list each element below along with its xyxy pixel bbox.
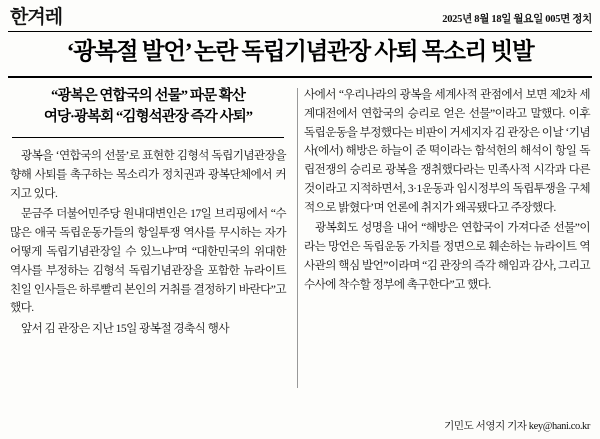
subheadline-divider	[12, 137, 284, 138]
issue-date-page: 2025년 8월 18일 월요일 005면 정치	[442, 13, 592, 25]
paragraph: 사에서 “우리나라의 광복을 세계사적 관점에서 보면 제2차 세계대전에서 연합국의 승리로 얻은 선물”이라고 말했다. 이후 독립운동을 부정했다는 비판이 거세지자 김 관장은 이날 ‘기념사(에서) 해방은 하늘이 준 떡이라는 함석헌의 해석이 항일 독립전쟁의 승리로 광복을 쟁취했다라는 민족사적 시각과 다른 것이라고 지적하면서, 3·1운동과 임시정부의 독립투쟁을 구체적으로 밝혔다’며 언론에 취지가 왜곡됐다고 주장했다.	[304, 88, 590, 214]
headline-block	[0, 32, 600, 70]
article-body	[0, 78, 600, 341]
byline: 기민도 서영지 기자 key@hani.co.kr	[444, 421, 590, 432]
paragraph: 문금주 더불어민주당 원내대변인은 17일 브리핑에서 “수많은 애국 독립운동가들의 항일투쟁 역사를 무시하는 자가 어떻게 독립기념관장일 수 있느냐”며 “대한민국의 위대한 역사를 부정하는 김형석 독립기념관장을 포함한 뉴라이트 친일 인사들은 하루빨리 본인의 거취를 결정하기 바란다”고 했다.	[10, 207, 286, 315]
column-divider	[297, 88, 298, 388]
paragraph: 광복회도 성명을 내어 “해방은 연합국이 가져다준 선물”이라는 망언은 독립운동 가치를 정면으로 훼손하는 뉴라이트 역사관의 핵심 발언”이라며 “김 관장의 즉각 해임과 감사, 그리고 수사에 착수할 정부에 촉구한다”고 했다.	[304, 221, 590, 291]
masthead	[0, 0, 600, 30]
article-column-left	[0, 78, 295, 341]
paragraph: 광복을 ‘연합국의 선물’로 표현한 김형석 독립기념관장을 향해 사퇴를 촉구하는 목소리가 정치권과 광복단체에서 커지고 있다.	[10, 149, 286, 200]
subheadline-1: “광복은 연합국의 선물” 파문 확산	[51, 88, 245, 105]
page-title: ‘광복절 발언’ 논란 독립기념관장 사퇴 목소리 빗발	[66, 39, 534, 65]
paragraph: 앞서 김 관장은 지난 15일 광복절 경축식 행사	[21, 322, 229, 336]
subheadline-2: 여당·광복회 “김형석관장 즉각 사퇴”	[43, 109, 253, 126]
newspaper-logo: 한겨레	[10, 6, 63, 28]
article-column-right	[295, 78, 600, 341]
